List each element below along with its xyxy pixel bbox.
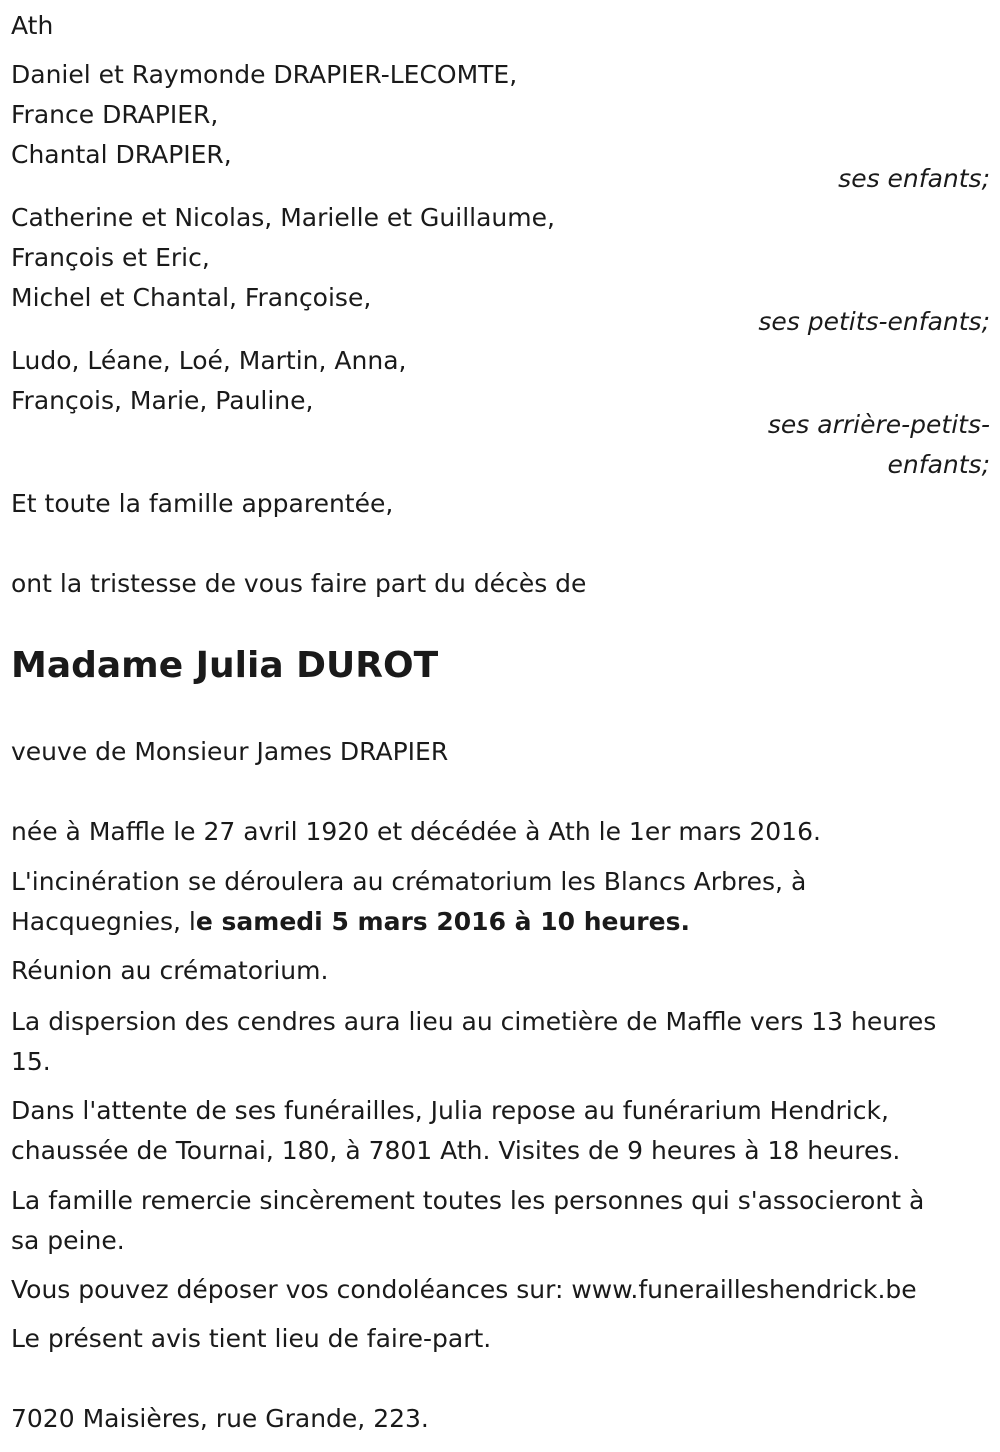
child-line: Chantal DRAPIER, <box>11 140 232 169</box>
dispersion-line: 15. <box>11 1047 51 1076</box>
widow-of: veuve de Monsieur James DRAPIER <box>11 737 449 766</box>
location: Ath <box>11 11 54 40</box>
announcement: ont la tristesse de vous faire part du décès de <box>11 569 587 598</box>
dispersion-line: La dispersion des cendres aura lieu au cimetière de Maffle vers 13 heures <box>11 1007 937 1036</box>
thanks-line: La famille remercie sincèrement toutes les personnes qui s'associeront à <box>11 1186 925 1215</box>
grandchild-line: François et Eric, <box>11 243 210 272</box>
grandchildren-role: ses petits-enfants; <box>758 307 990 336</box>
great-grandchild-line: Ludo, Léane, Loé, Martin, Anna, <box>11 346 407 375</box>
incineration-place: Hacquegnies, l <box>11 907 196 936</box>
great-grandchildren-role-cont: enfants; <box>887 450 990 479</box>
great-grandchildren-role: ses arrière-petits- <box>767 410 990 439</box>
deceased-name: Madame Julia DUROT <box>11 645 439 686</box>
child-line: Daniel et Raymonde DRAPIER-LECOMTE, <box>11 60 518 89</box>
family-line: Et toute la famille apparentée, <box>11 489 394 518</box>
child-line: France DRAPIER, <box>11 100 219 129</box>
grandchild-line: Michel et Chantal, Françoise, <box>11 283 372 312</box>
condolences-link[interactable]: Vous pouvez déposer vos condoléances sur: www.funerailleshendrick.be <box>11 1275 917 1304</box>
incineration-line: L'incinération se déroulera au crématorium les Blancs Arbres, à <box>11 867 807 896</box>
birth-death: née à Maffle le 27 avril 1920 et décédée à Ath le 1er mars 2016. <box>11 817 821 846</box>
address: 7020 Maisières, rue Grande, 223. <box>11 1404 429 1433</box>
notice: Le présent avis tient lieu de faire-part. <box>11 1324 492 1353</box>
funerarium-line: chaussée de Tournai, 180, à 7801 Ath. Visites de 9 heures à 18 heures. <box>11 1136 901 1165</box>
thanks-line: sa peine. <box>11 1226 125 1255</box>
great-grandchild-line: François, Marie, Pauline, <box>11 386 314 415</box>
incineration-line <box>11 902 690 942</box>
reunion: Réunion au crématorium. <box>11 956 329 985</box>
funerarium-line: Dans l'attente de ses funérailles, Julia repose au funérarium Hendrick, <box>11 1096 889 1125</box>
children-role: ses enfants; <box>838 164 990 193</box>
incineration-date: e samedi 5 mars 2016 à 10 heures. <box>195 907 690 936</box>
grandchild-line: Catherine et Nicolas, Marielle et Guillaume, <box>11 203 555 232</box>
